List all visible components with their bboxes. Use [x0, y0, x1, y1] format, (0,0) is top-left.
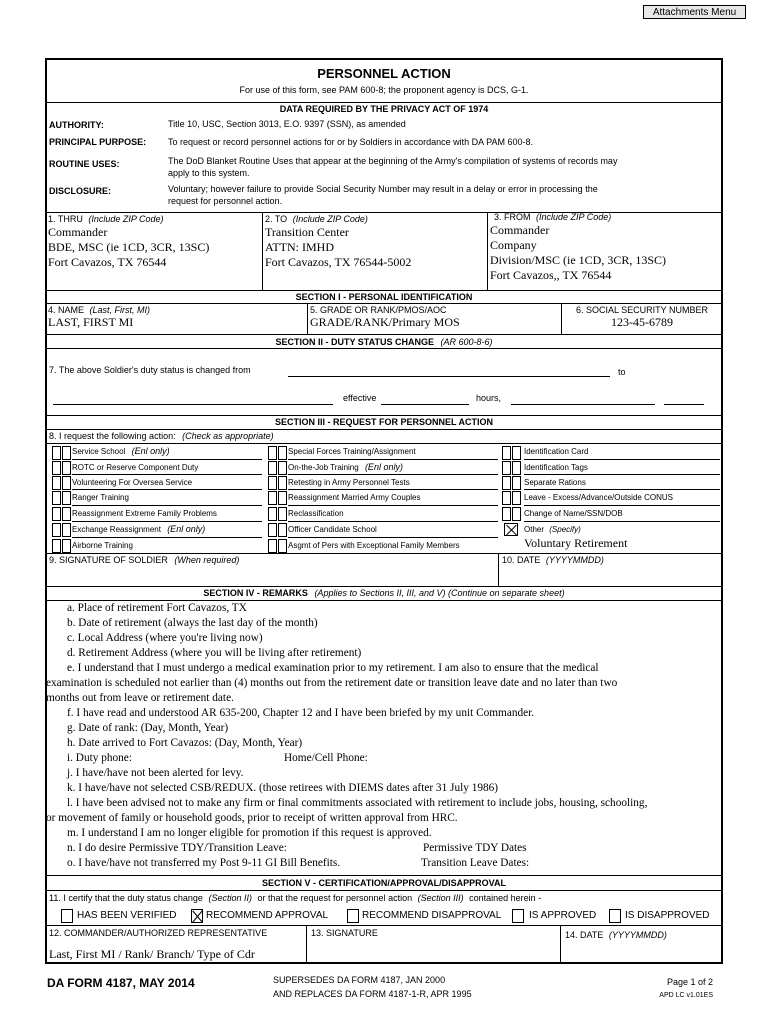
checkbox-exchange[interactable] [52, 523, 61, 537]
checkbox-rotc-box[interactable] [62, 461, 71, 475]
checkbox-airborne[interactable] [52, 539, 61, 553]
section4-header: SECTION IV - REMARKS [203, 588, 308, 598]
checkbox-is-approved[interactable] [512, 909, 524, 923]
page-number: Page 1 of 2 [666, 977, 713, 987]
to-line: Transition Center [265, 225, 349, 239]
version-label: APD LC v1.01ES [659, 992, 713, 999]
request-hint: (Check as appropriate) [182, 431, 274, 441]
purpose-text: To request or record personnel actions for or by Soldiers in accordance with DA PAM 600-8. [168, 137, 534, 147]
ojt-hint: (Enl only) [364, 462, 403, 472]
reclassification-label: Reclassification [288, 509, 344, 518]
supersedes-2: AND REPLACES DA FORM 4187-1-R, APR 1995 [273, 989, 472, 999]
duty-status-to-label: to [618, 367, 626, 377]
thru-line: BDE, MSC (ie 1CD, 3CR, 13SC) [48, 240, 210, 254]
checkbox-airborne-box[interactable] [62, 539, 71, 553]
section3-header: SECTION III - REQUEST FOR PERSONNEL ACTION [274, 417, 494, 427]
recommend-approval-label: RECOMMEND APPROVAL [206, 910, 329, 921]
thru-field[interactable] [48, 214, 260, 288]
ssn-label: 6. SOCIAL SECURITY NUMBER [575, 305, 709, 315]
checkbox-is-disapproved[interactable] [609, 909, 621, 923]
other-specify-value[interactable]: Voluntary Retirement [524, 536, 628, 550]
checkbox-ojt-box[interactable] [278, 461, 287, 475]
checkbox-service-school-box[interactable] [62, 446, 71, 460]
commander-date-label: 14. DATE [565, 930, 604, 940]
duty-status-label: 7. The above Soldier's duty status is changed from [49, 365, 251, 375]
commander-signature-label: 13. SIGNATURE [311, 928, 378, 938]
checkbox-ranger-box[interactable] [62, 491, 71, 505]
thru-label: 1. THRU [48, 214, 83, 224]
request-line [49, 431, 274, 441]
checkbox-id-tags-box[interactable] [512, 461, 521, 475]
ocs-label: Officer Candidate School [288, 525, 377, 534]
to-line: ATTN: IMHD [265, 240, 334, 254]
checkbox-rations[interactable] [502, 476, 511, 490]
checkbox-reclassification[interactable] [268, 507, 277, 521]
checkbox-retesting[interactable] [268, 476, 277, 490]
remark-e3: months out from leave or retirement date. [46, 692, 234, 704]
section2-header-row [45, 337, 723, 347]
section1-header: SECTION I - PERSONAL IDENTIFICATION [295, 292, 473, 302]
from-label: 3. FROM [494, 212, 531, 222]
efmp-label: Asgmt of Pers with Exceptional Family Members [288, 541, 460, 550]
name-hint: (Last, First, MI) [89, 305, 151, 315]
soldier-signature-label: 9. SIGNATURE OF SOLDIER [49, 555, 168, 565]
from-hint: (Include ZIP Code) [536, 212, 612, 222]
remark-b: b. Date of retirement (always the last day of the month) [67, 617, 318, 629]
other-label: Other [524, 525, 545, 534]
service-school-hint: (Enl only) [131, 446, 170, 456]
rations-label: Separate Rations [524, 478, 586, 487]
remark-n: n. I do desire Permissive TDY/Transition Leave: [67, 842, 287, 854]
duty-status-from-input[interactable] [288, 376, 610, 377]
other-hint: (Specify) [549, 525, 581, 534]
checkbox-leave[interactable] [502, 491, 511, 505]
certify-text-c: contained herein - [469, 893, 542, 903]
checkbox-other[interactable] [504, 523, 518, 536]
to-hint: (Include ZIP Code) [292, 214, 368, 224]
ssn-value: 123-45-6789 [611, 315, 673, 329]
remark-k: k. I have/have not selected CSB/REDUX. (those retirees with DIEMS dates after 31 July 1986) [67, 782, 499, 794]
exchange-label: Exchange Reassignment [72, 525, 161, 534]
remark-l1: l. I have been advised not to make any firm or final commitments associated with retirement to include jobs, housing, schooling, [67, 797, 648, 809]
request-label: 8. I request the following action: [49, 431, 176, 441]
commander-signature-field[interactable] [311, 928, 556, 962]
checkbox-id-card[interactable] [502, 446, 511, 460]
checkbox-reclassification-box[interactable] [278, 507, 287, 521]
certify-hint-1: (Section II) [208, 893, 252, 903]
from-line: Division/MSC (ie 1CD, 3CR, 13SC) [490, 253, 667, 267]
commander-date-field[interactable] [565, 930, 720, 962]
remark-e1: e. I understand that I must undergo a medical examination prior to my retirement. I am also to ensure that the medical [67, 662, 599, 674]
effective-date-input[interactable] [381, 404, 469, 405]
id-card-label: Identification Card [524, 447, 589, 456]
grade-field[interactable] [310, 305, 558, 333]
supersedes-1: SUPERSEDES DA FORM 4187, JAN 2000 [273, 975, 446, 985]
grade-value: GRADE/RANK/Primary MOS [310, 315, 460, 329]
from-line: Commander [490, 223, 550, 237]
checkbox-id-card-box[interactable] [512, 446, 521, 460]
leave-label: Leave - Excess/Advance/Outside CONUS [524, 493, 673, 502]
service-school-label: Service School [72, 447, 126, 456]
duty-status-to-input[interactable] [53, 404, 333, 405]
checkbox-extreme-family-box[interactable] [62, 507, 71, 521]
routine-uses-text-2: apply to this system. [168, 168, 250, 178]
is-approved-label: IS APPROVED [529, 910, 597, 921]
thru-hint: (Include ZIP Code) [88, 214, 164, 224]
married-couples-label: Reassignment Married Army Couples [288, 493, 421, 502]
certify-line [49, 893, 541, 903]
section2-header: SECTION II - DUTY STATUS CHANGE [275, 337, 434, 347]
certify-text-b: or that the request for personnel action [257, 893, 413, 903]
checkbox-rotc[interactable] [52, 461, 61, 475]
hours-label: hours, [476, 393, 502, 403]
is-disapproved-label: IS DISAPPROVED [625, 910, 710, 921]
remark-j: j. I have/have not been alerted for levy. [67, 767, 244, 779]
from-field[interactable] [490, 212, 720, 290]
ranger-label: Ranger Training [72, 493, 129, 502]
checkbox-ocs-box[interactable] [278, 523, 287, 537]
remark-d: d. Retirement Address (where you will be living after retirement) [67, 647, 362, 659]
remark-o: o. I have/have not transferred my Post 9-11 GI Bill Benefits. [67, 857, 341, 869]
checkbox-retesting-box[interactable] [278, 476, 287, 490]
checkbox-has-been-verified[interactable] [61, 909, 73, 923]
checkbox-rations-box[interactable] [512, 476, 521, 490]
remark-i-home: Home/Cell Phone: [284, 752, 368, 764]
authority-text: Title 10, USC, Section 3013, E.O. 9397 (SSN), as amended [168, 119, 406, 129]
to-field[interactable] [265, 214, 485, 288]
commander-value: Last, First MI / Rank/ Branch/ Type of Cdr [49, 947, 255, 961]
form-id: DA FORM 4187, MAY 2014 [47, 976, 195, 990]
extreme-family-label: Reassignment Extreme Family Problems [72, 509, 217, 518]
remark-m: m. I understand I am no longer eligible for promotion if this request is approved. [67, 827, 432, 839]
attachments-menu-button[interactable]: Attachments Menu [643, 5, 746, 19]
disclosure-text-1: Voluntary; however failure to provide Social Security Number may result in a delay or error in processing the [168, 184, 598, 194]
commander-date-hint: (YYYYMMDD) [608, 930, 667, 940]
hours-extra-input[interactable] [664, 404, 704, 405]
exchange-hint: (Enl only) [167, 524, 206, 534]
certify-text-a: 11. I certify that the duty status change [49, 893, 203, 903]
disclosure-label: DISCLOSURE: [49, 186, 112, 196]
from-line: Fort Cavazos,, TX 76544 [490, 268, 612, 282]
oversea-label: Volunteering For Oversea Service [72, 478, 193, 487]
routine-uses-text-1: The DoD Blanket Routine Uses that appear at the beginning of the Army's compilation of systems of records may [168, 156, 618, 166]
checkbox-extreme-family[interactable] [52, 507, 61, 521]
id-tags-label: Identification Tags [524, 463, 588, 472]
name-field[interactable] [48, 305, 304, 333]
remark-a: a. Place of retirement Fort Cavazos, TX [67, 602, 247, 614]
checkbox-oversea-box[interactable] [62, 476, 71, 490]
name-change-label: Change of Name/SSN/DOB [524, 509, 623, 518]
remark-c: c. Local Address (where you're living now) [67, 632, 263, 644]
remark-l2: or movement of family or household goods, prior to receipt of written approval from HRC. [46, 812, 458, 824]
remark-g: g. Date of rank: (Day, Month, Year) [67, 722, 229, 734]
checkbox-name-change-box[interactable] [512, 507, 521, 521]
checkbox-leave-box[interactable] [512, 491, 521, 505]
ssn-field[interactable] [564, 305, 720, 333]
remark-h: h. Date arrived to Fort Cavazos: (Day, Month, Year) [67, 737, 303, 749]
authority-label: AUTHORITY: [49, 120, 104, 130]
disclosure-text-2: request for personnel action. [168, 196, 283, 206]
checkbox-efmp[interactable] [268, 539, 277, 553]
checkbox-name-change[interactable] [502, 507, 511, 521]
airborne-label: Airborne Training [72, 541, 133, 550]
checkbox-service-school[interactable] [52, 446, 61, 460]
effective-label: effective [343, 393, 377, 403]
soldier-signature-field[interactable] [49, 555, 495, 585]
checkbox-ocs[interactable] [268, 523, 277, 537]
checkbox-oversea[interactable] [52, 476, 61, 490]
from-line: Company [490, 238, 537, 252]
thru-line: Fort Cavazos, TX 76544 [48, 255, 167, 269]
grade-label: 5. GRADE OR RANK/PMOS/AOC [310, 305, 447, 315]
hours-input[interactable] [511, 404, 655, 405]
routine-uses-label: ROUTINE USES: [49, 159, 120, 169]
checkbox-exchange-box[interactable] [62, 523, 71, 537]
remark-o-right: Transition Leave Dates: [421, 857, 530, 869]
soldier-date-field[interactable] [502, 555, 720, 585]
remark-e2: examination is scheduled not earlier than (4) months out from the retirement date or transition leave date and no later than two [46, 677, 618, 689]
checkbox-recommend-approval[interactable] [191, 909, 203, 923]
commander-label: 12. COMMANDER/AUTHORIZED REPRESENTATIVE [49, 928, 268, 938]
checkbox-married-couples[interactable] [268, 491, 277, 505]
checkbox-id-tags[interactable] [502, 461, 511, 475]
form-use-note: For use of this form, see PAM 600-8; the proponent agency is DCS, G-1. [239, 85, 529, 95]
remark-i: i. Duty phone: [67, 752, 132, 764]
soldier-date-label: 10. DATE [502, 555, 541, 565]
to-line: Fort Cavazos, TX 76544-5002 [265, 255, 412, 269]
recommend-disapproval-label: RECOMMEND DISAPPROVAL [362, 910, 502, 921]
purpose-label: PRINCIPAL PURPOSE: [49, 137, 147, 147]
soldier-signature-hint: (When required) [174, 555, 240, 565]
section4-hint: (Applies to Sections II, III, and V) (Continue on separate sheet) [314, 588, 565, 598]
checkbox-ranger[interactable] [52, 491, 61, 505]
section4-header-row [45, 588, 723, 598]
rotc-label: ROTC or Reserve Component Duty [72, 463, 199, 472]
section5-header: SECTION V - CERTIFICATION/APPROVAL/DISAPPROVAL [261, 878, 506, 888]
checkbox-married-couples-box[interactable] [278, 491, 287, 505]
commander-field[interactable] [49, 928, 304, 962]
remark-n-right: Permissive TDY Dates [423, 842, 527, 854]
name-label: 4. NAME [48, 305, 85, 315]
name-value: LAST, FIRST MI [48, 315, 134, 329]
form-title: PERSONNEL ACTION [317, 66, 451, 81]
to-label: 2. TO [265, 214, 288, 224]
ojt-label: On-the-Job Training [288, 463, 359, 472]
section2-hint: (AR 600-8-6) [440, 337, 493, 347]
checkbox-ojt[interactable] [268, 461, 277, 475]
privacy-header: DATA REQUIRED BY THE PRIVACY ACT OF 1974 [279, 104, 489, 114]
remark-f: f. I have read and understood AR 635-200, Chapter 12 and I have been briefed by my unit Commander. [67, 707, 535, 719]
checkbox-efmp-box[interactable] [278, 539, 287, 553]
retesting-label: Retesting in Army Personnel Tests [288, 478, 410, 487]
thru-line: Commander [48, 225, 108, 239]
soldier-date-hint: (YYYYMMDD) [545, 555, 604, 565]
certify-hint-2: (Section III) [417, 893, 464, 903]
checkbox-recommend-disapproval[interactable] [347, 909, 359, 923]
checkbox-special-forces[interactable] [268, 446, 277, 460]
special-forces-label: Special Forces Training/Assignment [288, 447, 416, 456]
checkbox-special-forces-box[interactable] [278, 446, 287, 460]
has-been-verified-label: HAS BEEN VERIFIED [77, 910, 177, 921]
